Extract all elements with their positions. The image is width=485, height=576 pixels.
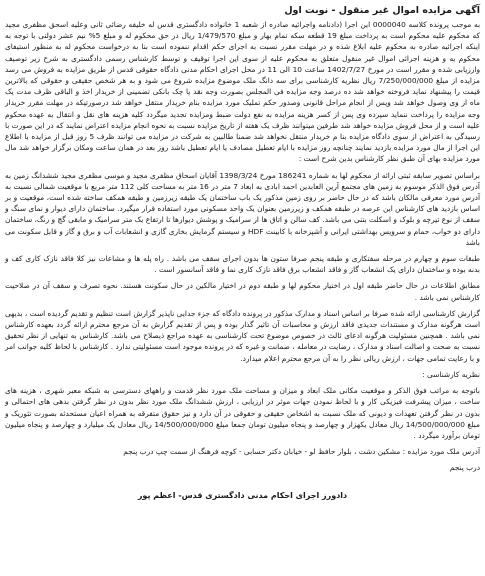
notice-paragraph-door: درب پنجم <box>449 463 480 473</box>
notice-paragraph-intro: به موجب پرونده کلاسه 0000040 این اجرا (دادنامه واجرائیه صادره از شعبه 1 خانواده دادگستری قدس له خلیفه رضائی ثانی وعلیه اسحق مظفری مجید که محکوم علیه محکوم است به پرداخت مبلغ 19 قطعه سکه تمام بهار و مبلغ 1/479/570 ریال در حق محکوم له و مبلغ 5% نیم عشر دولتی با توجه به اینکه اجرائیه صادره به محکوم علیه ابلاغ شده و در مهلت مقرر نسبت به اجرای حکم اقدام ننموده است بنا به درخواست محکوم له به منظور استیفای محکوم به و هزینه اجرائی اموال غیر منقول متعلق به محکوم علیه از سوی این اجرا توقیف و توسط کارشناس رسمی دادگستری به شرح زیر توصیف وارزیابی شده و مقرر است در مورخ 1402/7/27 ساعت 10 الی 11 در محل اجرای احکام مدنی دادگاه حقوقی قدس از طریق مزایده به فروش می رسد مزایده از مبلغ 7/250/000/000 ریال نظریه کارشناسی برای سه دانگ ملک موضوع مزایده شروع می شود و به هر شخص حقیقی و حقوقی که بالاترین قیمت را پیشنهاد نماید فروخته خواهد شد ده درصد وجه مزایده فی المجلس بصورت وجه نقد یا چک بانکی تضمینی از خریدار اخذ و الباقی ظرف مدت یک ماه از وی وصول خواهد شد وپس از انجام مراحل قانونی وصدور حکم تملیک مورد مزایده بنام خریدار منتقل خواهد شد درصورتیکه در مهلت مقرر خریدار وجه مزایده را پرداخت ننماید سپرده وی پس از کسر هزینه مزایده به نفع دولت ضبط ومزایده تجدید میگردد کلیه هزینه های نقل و انتقال به عهده محکوم علیه است و از محل فروش مزایده خواهد شد طرفین میتوانند ظرف یک هفته از تاریخ مزایده نسبت به نحوه انجام مزایده اعتراض نمایند که در این صورت با رسیدگی به اعتراض از سوی دادگاه مزایده بنا م خریدار منتقل نخواهد شد ضمنا طالبین به شرکت در مزایده می توانند ظرف 5 روز قبل از مزایده با اطلاع این اجرا از مال مورد مزایده بازدید نمایند چنانچه روز مزایده با ایام تعطیل مصادف یا ایام تعطیل باشد روز بعد در همان ساعت ومکان برگزار خواهد شد مال مورد مزایده بهای آن طبق نظر کارشناس بدین شرح است : <box>5 20 481 164</box>
notice-heading-opinion: نظریه کارشناسی : <box>422 369 480 379</box>
signature: دادورز اجرای احکام مدنی دادگستری قدس- اعظم پور <box>137 490 348 500</box>
notice-paragraph-address: آدرس ملک مورد مزایده : مشکین دشت ، بلوار حافظ لو - خیابان دکتر حسابی - کوچه فرهنگ از سمت چپ درب پنجم <box>123 447 480 457</box>
notice-title: آگهی مزایده اموال غیر منقول - نوبت اول <box>284 5 480 16</box>
notice-paragraph-floors: طبقات سوم و چهارم در مرحله سفتکاری و طبقه پنجم صرفا ستون ها بدون اجرای سقف می باشد . راه پله ها و مشاعات نیز کلا فاقد نازک کاری کف و بدنه بوده و ساختمان دارای یک انشعاب گاز و فاقد انشعاب برق فاقد نازک کاری نما و فاقد آسانسور است . <box>5 254 480 275</box>
notice-paragraph-occupancy: مطابق اطلاعات در حال حاضر طبقه اول در اختیار محکوم لها و طبقه دوم در اختیار مالکین در حال سکونت هستند. نحوه تصرف و سقف آن در صلاحیت کارشناس نمی باشد . <box>5 281 480 302</box>
notice-paragraph-property: براساس تصویر سابقه ثبتی ارائه از محکوم لها به شماره 186241 مورخ 1398/3/24 آقایان اسحاق مظفری مجید و موسی مظفری مجید ششدانگ زمین به آدرس فوق الذکر موسوم به زمین های مجتمع آرین العابدین احمد ابادی به ابعاد 7 متر در 16 متر به مساحت کلی 112 متر مربع با موقعیت شمالی نسبت به آدرس مورد معرفی مالکان باشد که در حال حاضر بر روی زمین مذکور یک باب ساختمان یک طبقه زیرزمین و طبقه همکف ساخته شده است، موقعیت و بر اساس بازدید های کارشناس این عرصه در طبقه همکف و زیرزمین بعنوان یک واحد مسکونی مورد استفاده قرار میگیرد. ساختمان دارای دیوار و نمای سنگ و سقف از نوع تیرچه و بلوک و اسکلت بتنی می باشد. کف سالن و اتاق ها از سرامیک و پوشش دیوارها تا ارتفاع یک متر سرامیک و مابقی گچ و رنگ، ساختمان دارای دو خواب، حمام و سرویس بهداشتی ایرانی و آشپزخانه با کابینت HDF و سیستم گرمایش بخاری گازی و انشعابات آب و برق و گاز و قابل سکونت می باشد <box>5 170 480 247</box>
notice-paragraph-opinion: باتوجه به مراتب فوق الذکر و موقعیت مکانی ملک ابعاد و میزان و مساحت ملک مورد نظر قدمت و راههای دسترسی به شبکه معبر شهری ، هزینه های ساخت ، میزان پیشرفت فیزیکی کار و با لحاظ نمودن جهات موثر در ارزیابی ، ارزش ششدانگ ملک مورد نظر بدون در نظر گرفتن بدهی های احتمالی و بدون در نظر گرفتن تعهدات و دیونی که ملک نسبت به اشخاص حقیقی و حقوقی در آن دارد و نیز حقوق متفرقه به همراه اعیان مستحدثه بصورت تئوریک و مبلغ 14/500/000/000 ریال معادل یکهزار و چهارصد و پنجاه میلیون تومان جمعا مبلغ 14/500/000/000 ریال معادل یک میلیارد و چهارصد و پنجاه میلیون تومان برآورد میگردد . <box>5 386 480 440</box>
notice-paragraph-disclaimer: گزارش کارشناسی ارائه شده صرفا بر اساس اسناد و مدارک مذکور در پرونده دادگاه که جزء جدایی ناپذیر گزارش است تنظیم و تقدیم گردیده است ، بدیهی است هرگونه مدارک و مستندات جدیدی فاقد ارزش و محاسبات آن تاثیر گذار بوده و پس از تقدیم گزارش به آن مرجع محترم ارائه گردد بعهده کارشناس نمی باشد . همچنین مسئولیت هرگونه ادعای ثالث در خصوص موضوع تحت کارشناسی به عهده مراجع ذیصلاح می باشد. کارشناس به تنهایی از نظر تحقیق نسبت به صحت و اصالت اسناد و مدارک ، رضایت در معامله ، ضمانت و غیره که در پرونده موجود است مسئولیتی ندارد . کارشناس با لحاظ کلیه جوانب امر و با رعایت تمامی جهات ، ارزش ریالی نظر را به آن مرجع محترم اعلام میدارد. <box>5 308 480 363</box>
